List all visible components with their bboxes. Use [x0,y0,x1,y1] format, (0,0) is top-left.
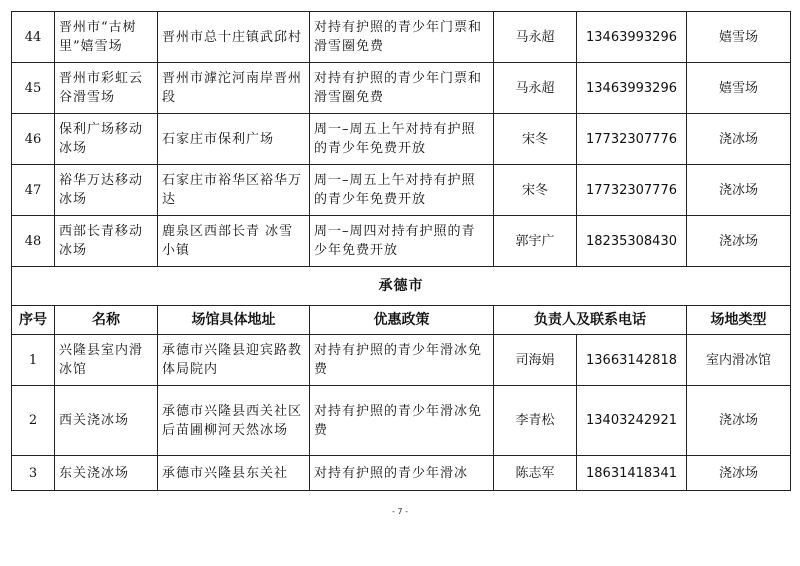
contact-phone: 13403242921 [577,386,687,456]
table-row [12,386,791,456]
table-row [12,165,791,216]
discount-policy: 周一–周四对持有护照的青少年免费开放 [310,216,494,267]
venue-address: 鹿泉区西部长青 冰雪小镇 [158,216,310,267]
contact-phone: 18631418341 [577,456,687,491]
table-header-row [12,306,791,335]
venue-name: 西部长青移动冰场 [55,216,158,267]
row-number: 45 [12,63,55,114]
table-row [12,456,791,491]
column-header-contact: 负责人及联系电话 [494,306,687,335]
venue-address: 承德市兴隆县迎宾路教体局院内 [158,335,310,386]
venue-address: 承德市兴隆县西关社区后苗圃柳河天然冰场 [158,386,310,456]
venue-table [11,11,791,491]
table-row [12,12,791,63]
contact-person: 宋冬 [494,165,577,216]
page-number: - 7 - [392,507,408,516]
venue-name: 晋州市彩虹云谷滑雪场 [55,63,158,114]
discount-policy: 对持有护照的青少年门票和滑雪圈免费 [310,63,494,114]
row-number: 1 [12,335,55,386]
venue-name: 裕华万达移动冰场 [55,165,158,216]
contact-phone: 13463993296 [577,63,687,114]
venue-type: 嬉雪场 [687,63,791,114]
contact-person: 马永超 [494,12,577,63]
contact-phone: 18235308430 [577,216,687,267]
column-header-name: 名称 [55,306,158,335]
city-title: 承德市 [12,267,791,306]
row-number: 2 [12,386,55,456]
row-number: 47 [12,165,55,216]
contact-person: 马永超 [494,63,577,114]
discount-policy: 对持有护照的青少年门票和滑雪圈免费 [310,12,494,63]
row-number: 44 [12,12,55,63]
discount-policy: 周一–周五上午对持有护照的青少年免费开放 [310,114,494,165]
venue-name: 兴隆县室内滑冰馆 [55,335,158,386]
venue-name: 保利广场移动冰场 [55,114,158,165]
city-section-row [12,267,791,306]
row-number: 46 [12,114,55,165]
table-row [12,114,791,165]
table-row [12,216,791,267]
contact-phone: 17732307776 [577,165,687,216]
venue-type: 浇冰场 [687,456,791,491]
contact-person: 陈志军 [494,456,577,491]
discount-policy: 对持有护照的青少年滑冰 [310,456,494,491]
venue-type: 浇冰场 [687,386,791,456]
table-row [12,335,791,386]
venue-type: 嬉雪场 [687,12,791,63]
venue-type: 室内滑冰馆 [687,335,791,386]
discount-policy: 对持有护照的青少年滑冰免费 [310,335,494,386]
contact-person: 郭宇广 [494,216,577,267]
venue-name: 西关浇冰场 [55,386,158,456]
venue-address: 石家庄市保利广场 [158,114,310,165]
contact-person: 李青松 [494,386,577,456]
venue-address: 承德市兴隆县东关社 [158,456,310,491]
venue-name: 东关浇冰场 [55,456,158,491]
contact-phone: 13463993296 [577,12,687,63]
contact-phone: 17732307776 [577,114,687,165]
row-number: 3 [12,456,55,491]
venue-address: 晋州市总十庄镇武邱村 [158,12,310,63]
contact-person: 司海娟 [494,335,577,386]
venue-address: 晋州市滹沱河南岸晋州段 [158,63,310,114]
venue-type: 浇冰场 [687,114,791,165]
contact-person: 宋冬 [494,114,577,165]
discount-policy: 周一–周五上午对持有护照的青少年免费开放 [310,165,494,216]
row-number: 48 [12,216,55,267]
venue-name: 晋州市“古树里”嬉雪场 [55,12,158,63]
contact-phone: 13663142818 [577,335,687,386]
column-header-no: 序号 [12,306,55,335]
venue-type: 浇冰场 [687,216,791,267]
venue-type: 浇冰场 [687,165,791,216]
column-header-address: 场馆具体地址 [158,306,310,335]
column-header-policy: 优惠政策 [310,306,494,335]
discount-policy: 对持有护照的青少年滑冰免费 [310,386,494,456]
column-header-type: 场地类型 [687,306,791,335]
venue-address: 石家庄市裕华区裕华万达 [158,165,310,216]
table-row [12,63,791,114]
